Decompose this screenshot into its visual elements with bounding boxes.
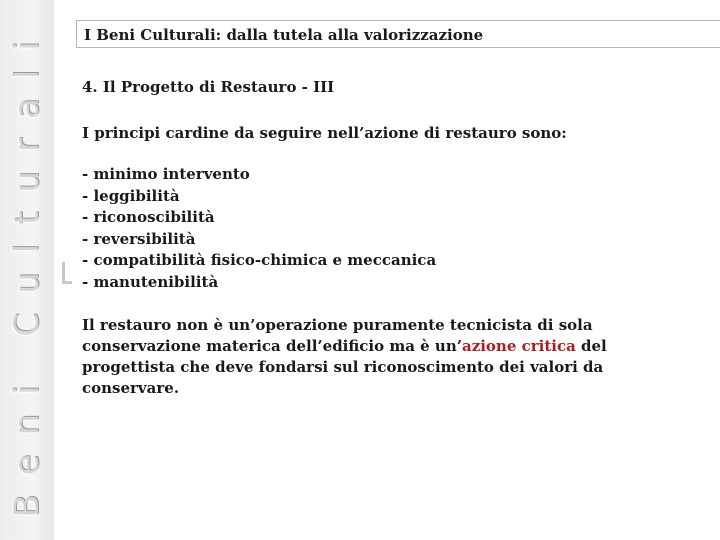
list-item: - minimo intervento <box>82 165 250 183</box>
conclusion-paragraph <box>82 315 702 399</box>
intro-text: I principi cardine da seguire nell’azione di restauro sono: <box>82 124 567 142</box>
highlighted-phrase: azione critica <box>461 337 576 355</box>
conclusion-text-after: del progettista che deve fondarsi sul riconoscimento dei valori da conservare. <box>82 337 607 397</box>
list-item: - leggibilità <box>82 186 180 205</box>
list-item: - manutenibilità <box>82 272 219 291</box>
list-item: - riconoscibilità <box>82 208 215 226</box>
list-item: - compatibilità fisico-chimica e meccanica <box>82 251 437 269</box>
sidebar-title: Beni Culturali <box>7 22 47 518</box>
page-header-title: I Beni Culturali: dalla tutela alla valorizzazione <box>84 26 484 44</box>
conclusion-text-before: Il restauro non è un’operazione puramente tecnicista di sola conservazione materica dell’edificio ma è un’ <box>82 316 593 355</box>
sidebar-banner <box>0 0 54 540</box>
list-item: - reversibilità <box>82 229 196 248</box>
decorative-corner-mark <box>62 262 72 284</box>
section-title: 4. Il Progetto di Restauro - III <box>82 78 335 96</box>
principles-list <box>82 164 436 293</box>
